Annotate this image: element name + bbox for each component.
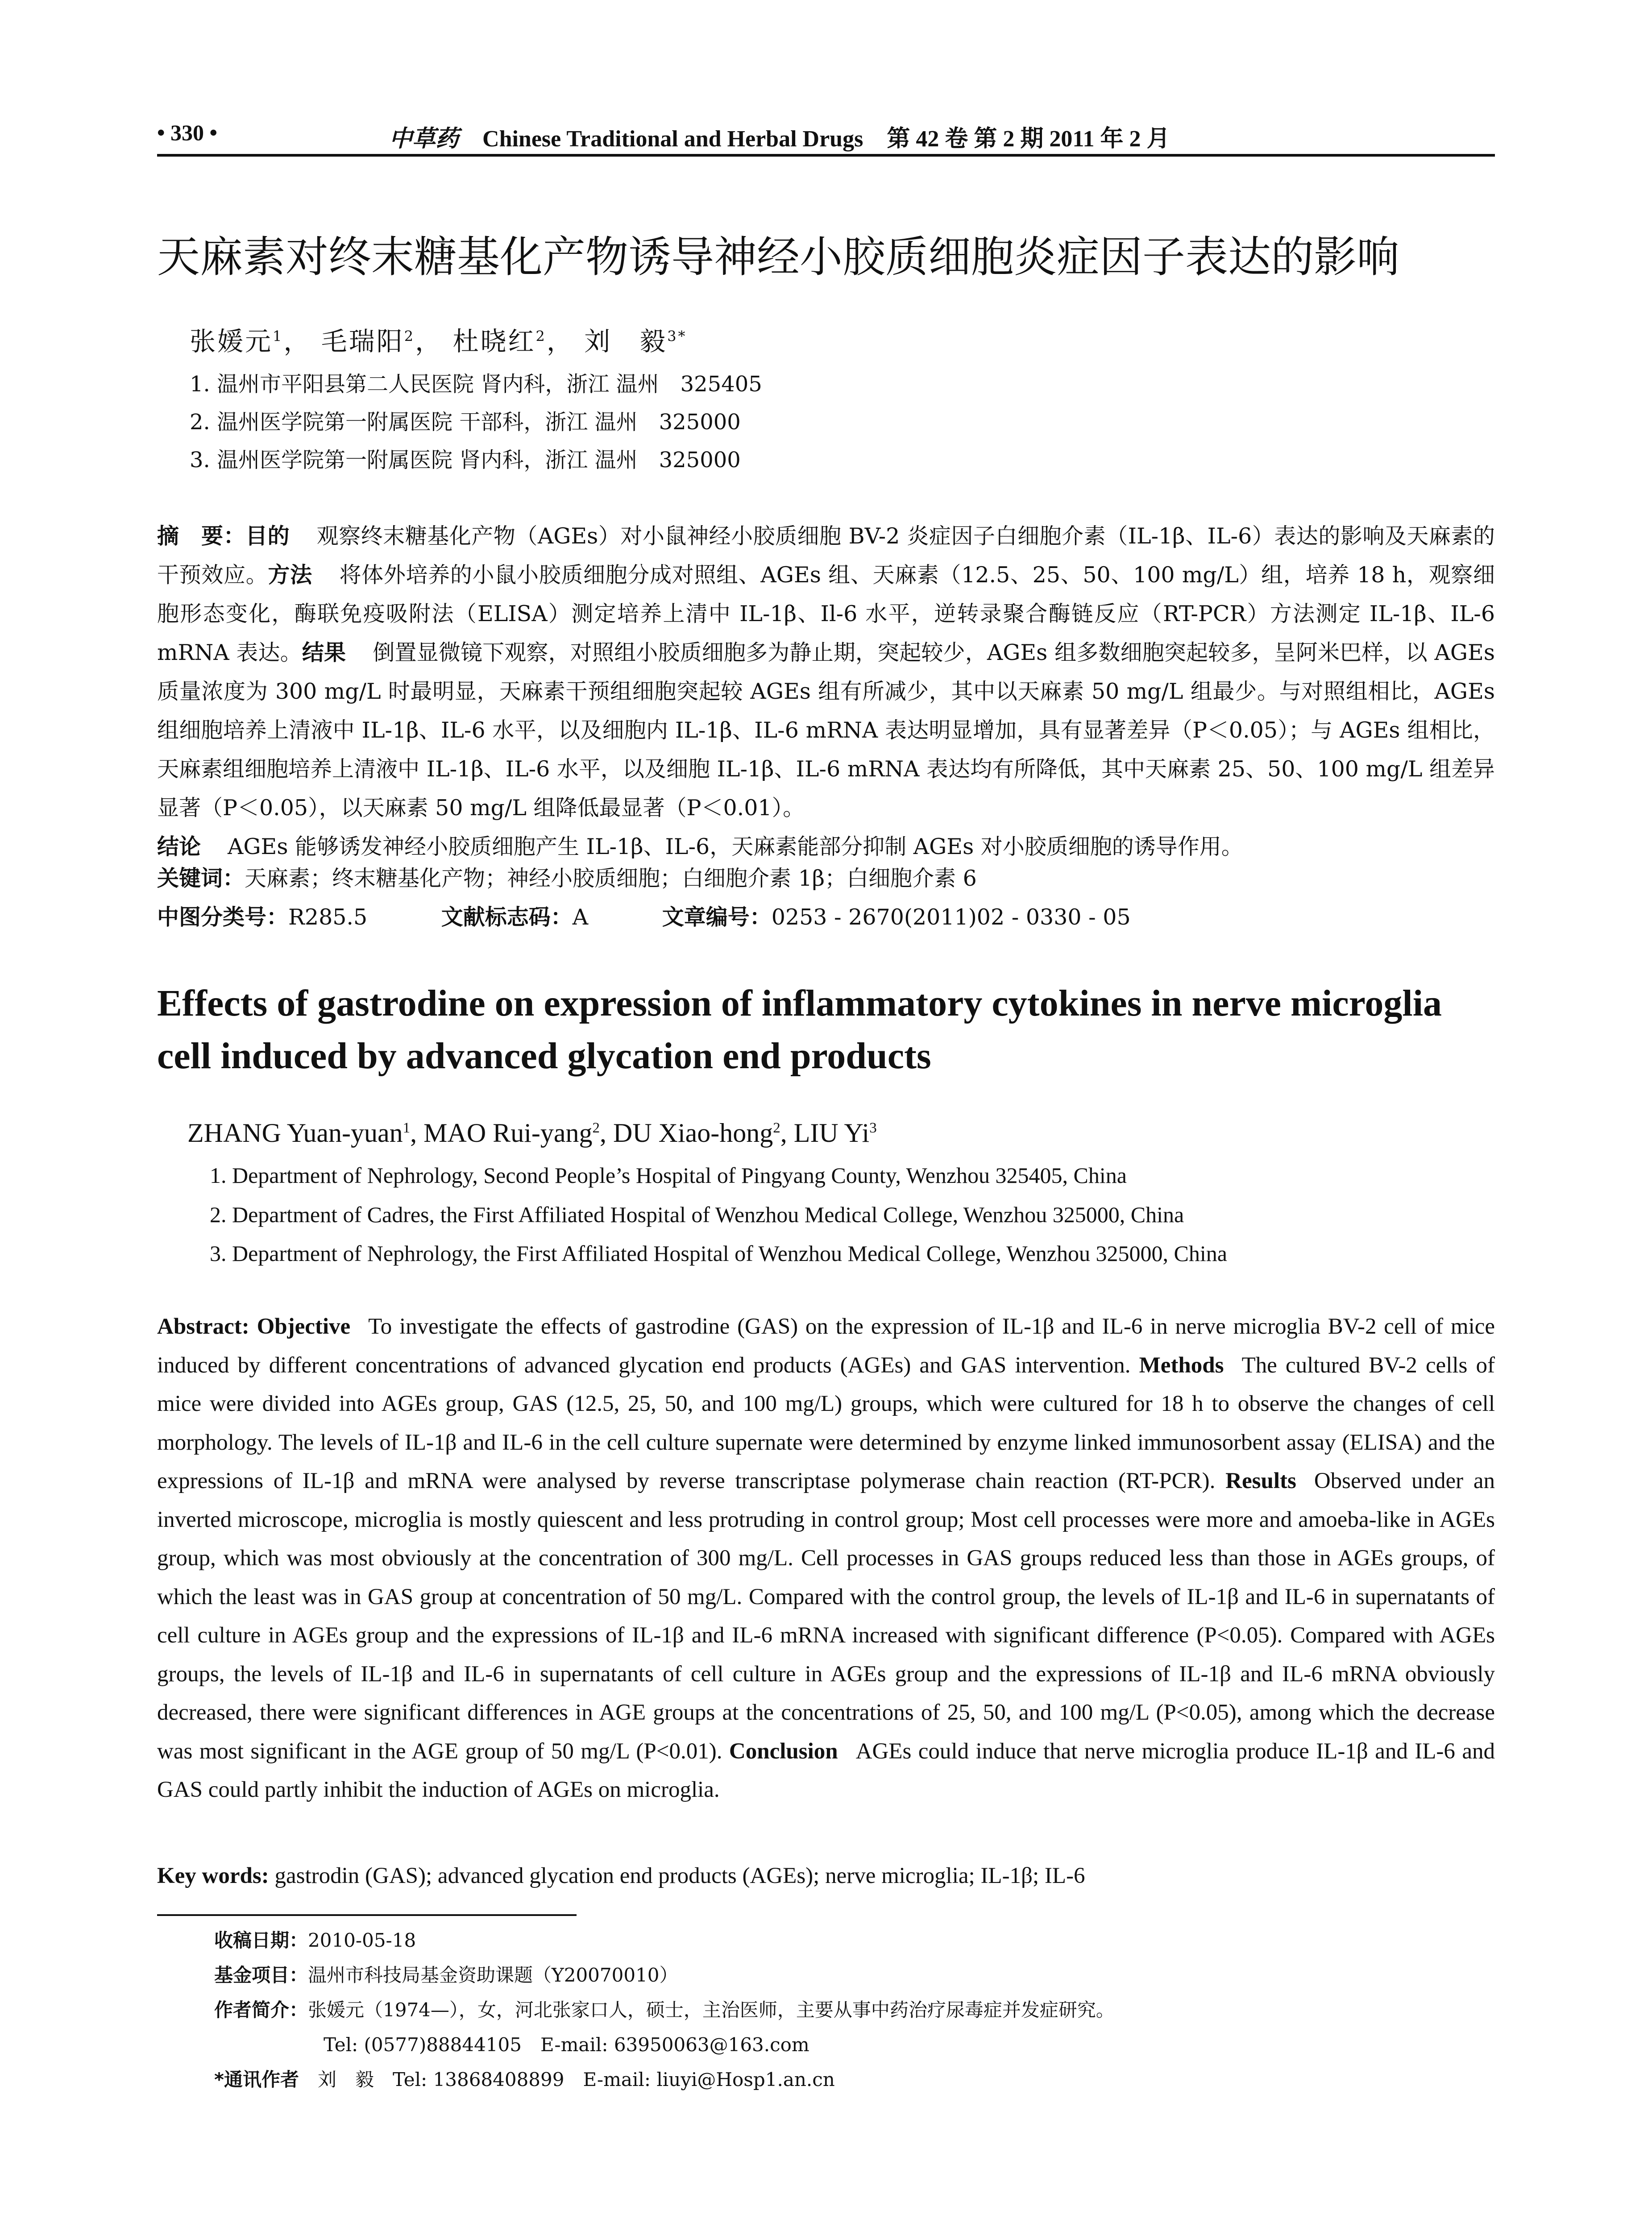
conclusion-text: AGEs 能够诱发神经小胶质细胞产生 IL-1β、IL-6，天麻素能部分抑制 AGEs 对小胶质细胞的诱导作用。 bbox=[228, 834, 1243, 859]
objective-text: To investigate the effects of gastrodine (GAS) on the expression of IL-1β and IL-6 in nerve microglia BV-2 cell of mice induced by different concentrations of advanced glycation end products (AGEs) and GAS intervention. bbox=[157, 1314, 1495, 1378]
corr-value: 刘 毅 Tel: 13868408899 E-mail: liuyi@Hosp1.an.cn bbox=[317, 2069, 835, 2090]
methods-label: 方法 bbox=[268, 562, 312, 588]
received-date bbox=[214, 1923, 1115, 1958]
english-title: Effects of gastrodine on expression of inflammatory cytokines in nerve microglia cell induced by advanced glycation end products bbox=[157, 983, 1442, 1077]
chinese-authors: 张媛元$^1$， 毛瑞阳$^2$， 杜晓红$^2$， 刘 毅$^{3*}$ bbox=[190, 326, 687, 357]
results-label: 结果 bbox=[302, 640, 346, 665]
author-sup: 2 bbox=[535, 328, 547, 345]
running-header bbox=[157, 120, 1495, 155]
methods-label: Methods bbox=[1139, 1352, 1224, 1378]
author-sup: 2 bbox=[404, 328, 415, 345]
author-name: DU Xiao-hong bbox=[613, 1118, 773, 1148]
bio-value: 张媛元（1974—），女，河北张家口人，硕士，主治医师，主要从事中药治疗尿毒症并发症研究。 bbox=[308, 1999, 1115, 2021]
objective-label: Objective bbox=[257, 1314, 351, 1339]
conclusion-label: Conclusion bbox=[729, 1738, 838, 1764]
conclusion-label: 结论 bbox=[157, 834, 201, 859]
journal-logo: 中草药 bbox=[389, 125, 459, 152]
author-contact: Tel: (0577)88844105 E-mail: 63950063@163.com bbox=[324, 2034, 809, 2056]
objective-text: 观察终末糖基化产物（AGEs）对小鼠神经小胶质细胞 BV-2 炎症因子白细胞介素（IL-1β、IL-6）表达的影响及天麻素的干预效应。 bbox=[157, 523, 1495, 588]
page-number: • 330 • bbox=[157, 120, 218, 145]
author-name: 杜晓红 bbox=[452, 326, 536, 357]
doc-code-value: A bbox=[572, 904, 589, 930]
fund-project bbox=[214, 1958, 1115, 1993]
author-sup: 2 bbox=[592, 1120, 600, 1136]
fund-label: 基金项目： bbox=[214, 1964, 308, 1986]
results-text: 倒置显微镜下观察，对照组小胶质细胞多为静止期，突起较少，AGEs 组多数细胞突起较多，呈阿米巴样，以 AGEs 质量浓度为 300 mg/L 时最明显，天麻素干预组细胞突起较 AGEs 组有所减少，其中以天麻素 50 mg/L 组最少。与对照组相比，AGEs 组细胞培养上清液中 IL-1β、IL-6 水平，以及细胞内 IL-1β、IL-6 mRNA 表达明显增加，具有显著差异（P＜0.05）；与 AGEs 组相比，天麻素组细胞培养上清液中 IL-1β、IL-6 水平，以及细胞 IL-1β、IL-6 mRNA 表达均有所降低，其中天麻素 25、50、100 mg/L 组差异显著（P＜0.05），以天麻素 50 mg/L 组降低最显著（P＜0.01）。 bbox=[157, 640, 1495, 821]
chinese-affiliation: 3. 温州医学院第一附属医院 肾内科，浙江 温州 325000 bbox=[190, 448, 741, 473]
corr-label: *通讯作者 bbox=[214, 2069, 299, 2090]
english-affiliation: 2. Department of Cadres, the First Affiliated Hospital of Wenzhou Medical College, Wenzhou 325000, China bbox=[210, 1202, 1184, 1227]
objective-label: 目的 bbox=[245, 523, 290, 549]
chinese-affiliation: 2. 温州医学院第一附属医院 干部科，浙江 温州 325000 bbox=[190, 410, 741, 435]
author-name: LIU Yi bbox=[793, 1118, 870, 1148]
english-abstract bbox=[157, 1307, 1495, 1809]
clc-value: R285.5 bbox=[288, 904, 368, 930]
keywords-label: Key words: bbox=[157, 1863, 269, 1888]
abstract-label: Abstract: bbox=[157, 1314, 249, 1339]
article-no-value: 0253 - 2670(2011)02 - 0330 - 05 bbox=[771, 904, 1131, 930]
received-label: 收稿日期： bbox=[214, 1929, 308, 1951]
footnote-rule bbox=[157, 1914, 577, 1916]
author-sup: 2 bbox=[773, 1120, 780, 1136]
chinese-title: 天麻素对终末糖基化产物诱导神经小胶质细胞炎症因子表达的影响 bbox=[157, 232, 1399, 282]
conclusion-text: AGEs could induce that nerve microglia produce IL-1β and IL-6 and GAS could partly inhibit the induction of AGEs on microglia. bbox=[157, 1738, 1495, 1802]
keywords-text: 天麻素；终末糖基化产物；神经小胶质细胞；白细胞介素 1β；白细胞介素 6 bbox=[245, 866, 977, 891]
classification-line bbox=[157, 900, 1131, 931]
article-no-label: 文章编号： bbox=[662, 904, 772, 930]
chinese-keywords bbox=[157, 861, 977, 892]
author-name: 毛瑞阳 bbox=[321, 326, 404, 357]
journal-issue: 第 42 卷 第 2 期 2011 年 2 月 bbox=[887, 126, 1170, 152]
chinese-affiliation: 1. 温州市平阳县第二人民医院 肾内科，浙江 温州 325405 bbox=[190, 372, 762, 397]
chinese-abstract bbox=[157, 517, 1495, 866]
author-name: MAO Rui-yang bbox=[423, 1118, 593, 1148]
results-label: Results bbox=[1225, 1468, 1296, 1493]
header-rule bbox=[157, 154, 1495, 157]
author-name: ZHANG Yuan-yuan bbox=[187, 1118, 403, 1148]
author-sup: 1 bbox=[403, 1120, 411, 1136]
fund-value: 温州市科技局基金资助课题（Y20070010） bbox=[308, 1964, 678, 1986]
english-authors: ZHANG Yuan-yuan$^1$, MAO Rui-yang$^2$, DU Xiao-hong$^2$, LIU Yi$^3$ bbox=[187, 1118, 877, 1148]
methods-text: 将体外培养的小鼠小胶质细胞分成对照组、AGEs 组、天麻素（12.5、25、50、100 mg/L）组，培养 18 h，观察细胞形态变化，酶联免疫吸附法（ELISA）测定培养上清中 IL-1β、Il-6 水平，逆转录聚合酶链反应（RT-PCR）方法测定 IL-1β、IL-6 mRNA 表达。 bbox=[157, 562, 1495, 665]
clc-label: 中图分类号： bbox=[157, 904, 289, 930]
english-affiliation: 1. Department of Nephrology, Second People’s Hospital of Pingyang County, Wenzhou 325405, China bbox=[210, 1163, 1127, 1188]
methods-text: The cultured BV-2 cells of mice were divided into AGEs group, GAS (12.5, 25, 50, and 100 mg/L) groups, which were cultured for 18 h to observe the changes of cell morphology. The levels of IL-1β and IL-6 in the cell culture supernate were determined by enzyme linked immunosorbent assay (ELISA) and the expressions of IL-1β and mRNA were analysed by reverse transcriptase polymerase chain reaction (RT-PCR). bbox=[157, 1352, 1495, 1493]
keywords-text: gastrodin (GAS); advanced glycation end products (AGEs); nerve microglia; IL-1β; IL-6 bbox=[274, 1863, 1085, 1888]
author-sup: 3 bbox=[869, 1120, 877, 1136]
corresponding-author bbox=[214, 2062, 1115, 2097]
doc-code-label: 文献标志码： bbox=[441, 904, 573, 930]
abstract-label: 摘 要： bbox=[157, 523, 246, 549]
journal-banner bbox=[389, 120, 1170, 153]
author-sup: 1 bbox=[273, 328, 284, 345]
author-sup: 3* bbox=[667, 328, 687, 345]
keywords-label: 关键词： bbox=[157, 866, 245, 891]
english-affiliation: 3. Department of Nephrology, the First Affiliated Hospital of Wenzhou Medical College, Wenzhou 325000, China bbox=[210, 1241, 1227, 1266]
author-name: 张媛元 bbox=[190, 326, 273, 357]
author-name: 刘 毅 bbox=[584, 326, 668, 357]
footnotes bbox=[214, 1923, 1115, 2097]
received-value: 2010-05-18 bbox=[308, 1929, 416, 1951]
english-keywords bbox=[157, 1863, 1495, 1889]
bio-label: 作者简介： bbox=[214, 1999, 308, 2021]
results-text: Observed under an inverted microscope, microglia is mostly quiescent and less protruding in control group; Most cell processes were more and amoeba-like in AGEs group, which was most obviously at the concentration of 300 mg/L. Cell processes in GAS groups reduced less than those in AGEs groups, of which the least was in GAS group at concentration of 50 mg/L. Compared with the control group, the levels of IL-1β and IL-6 in supernatants of cell culture in AGEs group and the expressions of IL-1β and IL-6 mRNA increased with significant difference (P<0.05). Compared with AGEs groups, the levels of IL-1β and IL-6 in supernatants of cell culture in AGEs group and the expressions of IL-1β and IL-6 mRNA obviously decreased, there were significant differences in AGE groups at the concentrations of 25, 50, and 100 mg/L (P<0.05), among which the decrease was most significant in the AGE group of 50 mg/L (P<0.01). bbox=[157, 1468, 1495, 1764]
author-bio bbox=[214, 1993, 1115, 2028]
journal-name: Chinese Traditional and Herbal Drugs bbox=[482, 126, 863, 152]
